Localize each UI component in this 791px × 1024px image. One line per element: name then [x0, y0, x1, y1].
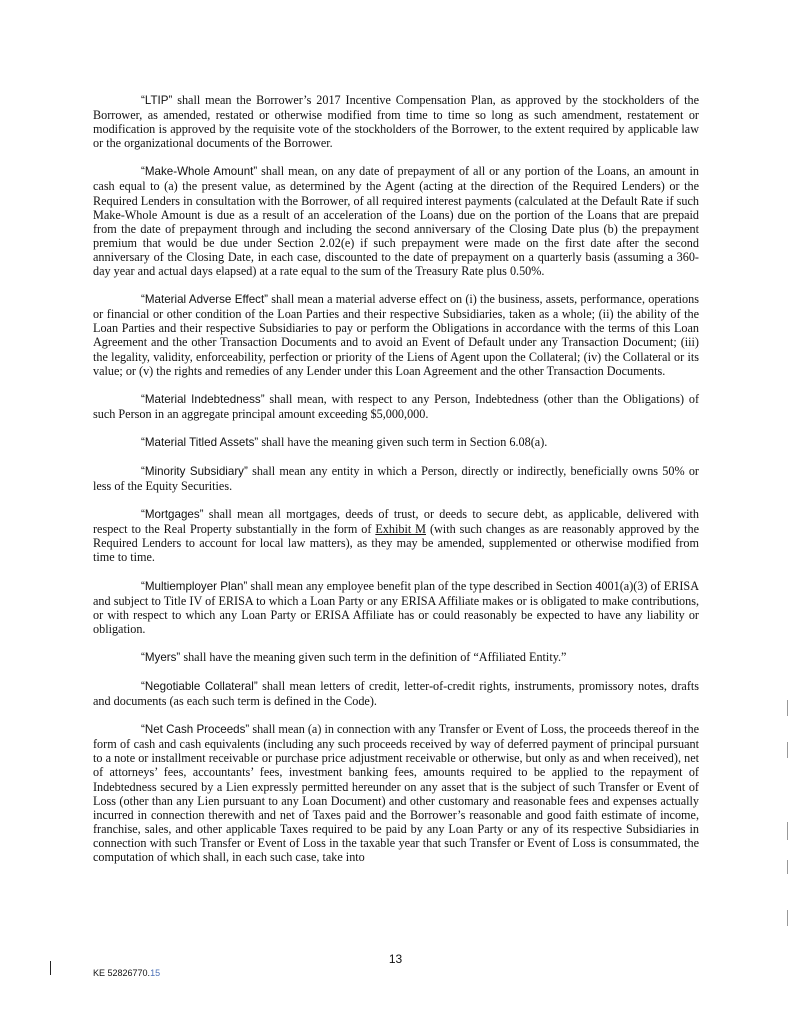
defined-term: “Material Indebtedness” [141, 392, 265, 406]
defined-term: “Net Cash Proceeds” [141, 723, 250, 737]
definition-text: shall mean, on any date of prepayment of all or any portion of the Loans, an amount in cash equal to (a) the present value, as determined by the Agent (acting at the direction of the Required Lenders) or the Required Lenders in consultation with the Borrower, of all required interest payments (calculated at the Default Rate if such Make-Whole Amount is due as a result of an acceleration of the Loans) due on the portion of the Loans that are prepaid from the date of prepayment through and including the second anniversary of the Closing Date plus (b) the prepayment premium that would be due under Section 2.02(e) if such prepayment were made on the first date after the second anniversary of the Closing Date, in each case, discounted to the date of prepayment on a quarterly basis (assuming a 360-day year and actual days elapsed) at a rate equal to the sum of the Treasury Rate plus 0.50%. [93, 164, 700, 279]
margin-mark [787, 860, 788, 874]
defined-term: “LTIP” [141, 94, 173, 107]
definition-paragraph [93, 392, 699, 421]
definition-paragraph [93, 650, 699, 665]
defined-term: “Material Adverse Effect” [141, 293, 269, 307]
document-id-number: KE 52826770. [93, 968, 151, 978]
definition-text: shall mean the Borrower’s 2017 Incentive Compensation Plan, as approved by the stockholders of the Borrower, as amended, restated or otherwise modified from time to time so long as such amendment, restatement or modification is approved by the requisite vote of the stockholders of the Borrower, to the extent required by applicable law or the organizational documents of the Borrower. [93, 93, 699, 151]
margin-mark [787, 742, 788, 758]
defined-term: “Negotiable Collateral” [141, 680, 258, 693]
definition-paragraph [93, 464, 699, 493]
defined-term: “Make-Whole Amount” [141, 165, 258, 179]
definition-text: shall mean letters of credit, letter-of-credit rights, instruments, promissory notes, drafts and documents (as each such term is defined in the Code). [93, 679, 700, 709]
defined-term: “Mortgages” [141, 508, 204, 522]
margin-mark [787, 700, 788, 716]
definition-text: shall mean any employee benefit plan of the type described in Section 4001(a)(3) of ERISA and subject to Title IV of ERISA to which a Loan Party or any ERISA Affiliate makes or is obligated to make contributions, or with respect to which any Loan Party or ERISA Affiliate has or could reasonably be expected to have any liability or obligation. [93, 578, 699, 636]
defined-term: “Material Titled Assets” [141, 435, 259, 449]
definition-text: shall mean all mortgages, deeds of trust, or deeds to secure debt, as applicable, delivered with respect to the Real Property substantially in the form of [93, 507, 699, 537]
page-number: 13 [388, 952, 403, 966]
definition-paragraph [93, 722, 699, 864]
document-body [93, 93, 699, 878]
defined-term: “Multiemployer Plan” [141, 579, 248, 593]
definition-text: shall have the meaning given such term in the definition of “Affiliated Entity.” [180, 649, 567, 664]
document-revision: 15 [150, 968, 161, 978]
definition-text: shall mean, with respect to any Person, Indebtedness (other than the Obligations) of such Person in an aggregate principal amount exceeding $5,000,000. [93, 391, 700, 421]
definition-text: shall mean (a) in connection with any Transfer or Event of Loss, the proceeds thereof in the form of cash and cash equivalents (including any such proceeds received by way of deferred payment of principal pursuant to a note or installment receivable or purchase price adjustment receivable or otherwise, but only as and when received), net of attorneys’ fees, accountants’ fees, investment banking fees, amounts required to be applied to the repayment of Indebtedness secured by a Lien expressly permitted hereunder on any asset that is the subject of such Transfer or Event of Loss (other than any Lien pursuant to any Loan Document) and other customary and reasonable fees and expenses actually incurred in connection therewith and net of Taxes paid and the Borrower’s reasonable and good faith estimate of income, franchise, sales, and other applicable Taxes required to be paid by any Loan Party or any of its respective Subsidiaries in connection with such Transfer or Event of Loss in the taxable year that such Transfer or Event of Loss is consummated, the computation of which shall, in each such case, take into [93, 722, 699, 865]
definition-paragraph [93, 164, 699, 278]
margin-mark [787, 822, 788, 840]
margin-mark [787, 910, 788, 926]
exhibit-reference: Exhibit M [375, 522, 427, 537]
definition-paragraph [93, 435, 699, 450]
document-id [93, 966, 160, 980]
definition-text: shall mean any entity in which a Person, directly or indirectly, beneficially owns 50% or less of the Equity Securities. [93, 463, 699, 494]
definition-paragraph [93, 292, 699, 378]
definition-paragraph [93, 93, 699, 150]
definition-paragraph [93, 679, 699, 708]
definition-text: (with such changes as are reasonably approved by the Required Lenders to account for local law matters), as they may be amended, supplemented or otherwise modified from time to time. [93, 522, 699, 565]
definition-paragraph [93, 579, 699, 636]
change-bar [50, 961, 51, 975]
defined-term: “Myers” [141, 650, 181, 664]
definition-text: shall mean a material adverse effect on (i) the business, assets, performance, operations or financial or other condition of the Loan Parties and their respective Subsidiaries, taken as a whole; (ii) the ability of the Loan Parties and their respective Subsidiaries to pay or perform the Obligations in accordance with the terms of this Loan Agreement and the other Transaction Documents and to avoid an Event of Default under any Transaction Document; (iii) the legality, validity, enforceability, perfection or priority of the Liens of Agent upon the Collateral; (iv) the Collateral or its value; or (v) the rights and remedies of any Lender under this Loan Agreement and the other Transaction Documents. [93, 292, 699, 378]
defined-term: “Minority Subsidiary” [141, 464, 248, 478]
definition-text: shall have the meaning given such term in Section 6.08(a). [258, 434, 548, 449]
definition-paragraph [93, 507, 699, 564]
